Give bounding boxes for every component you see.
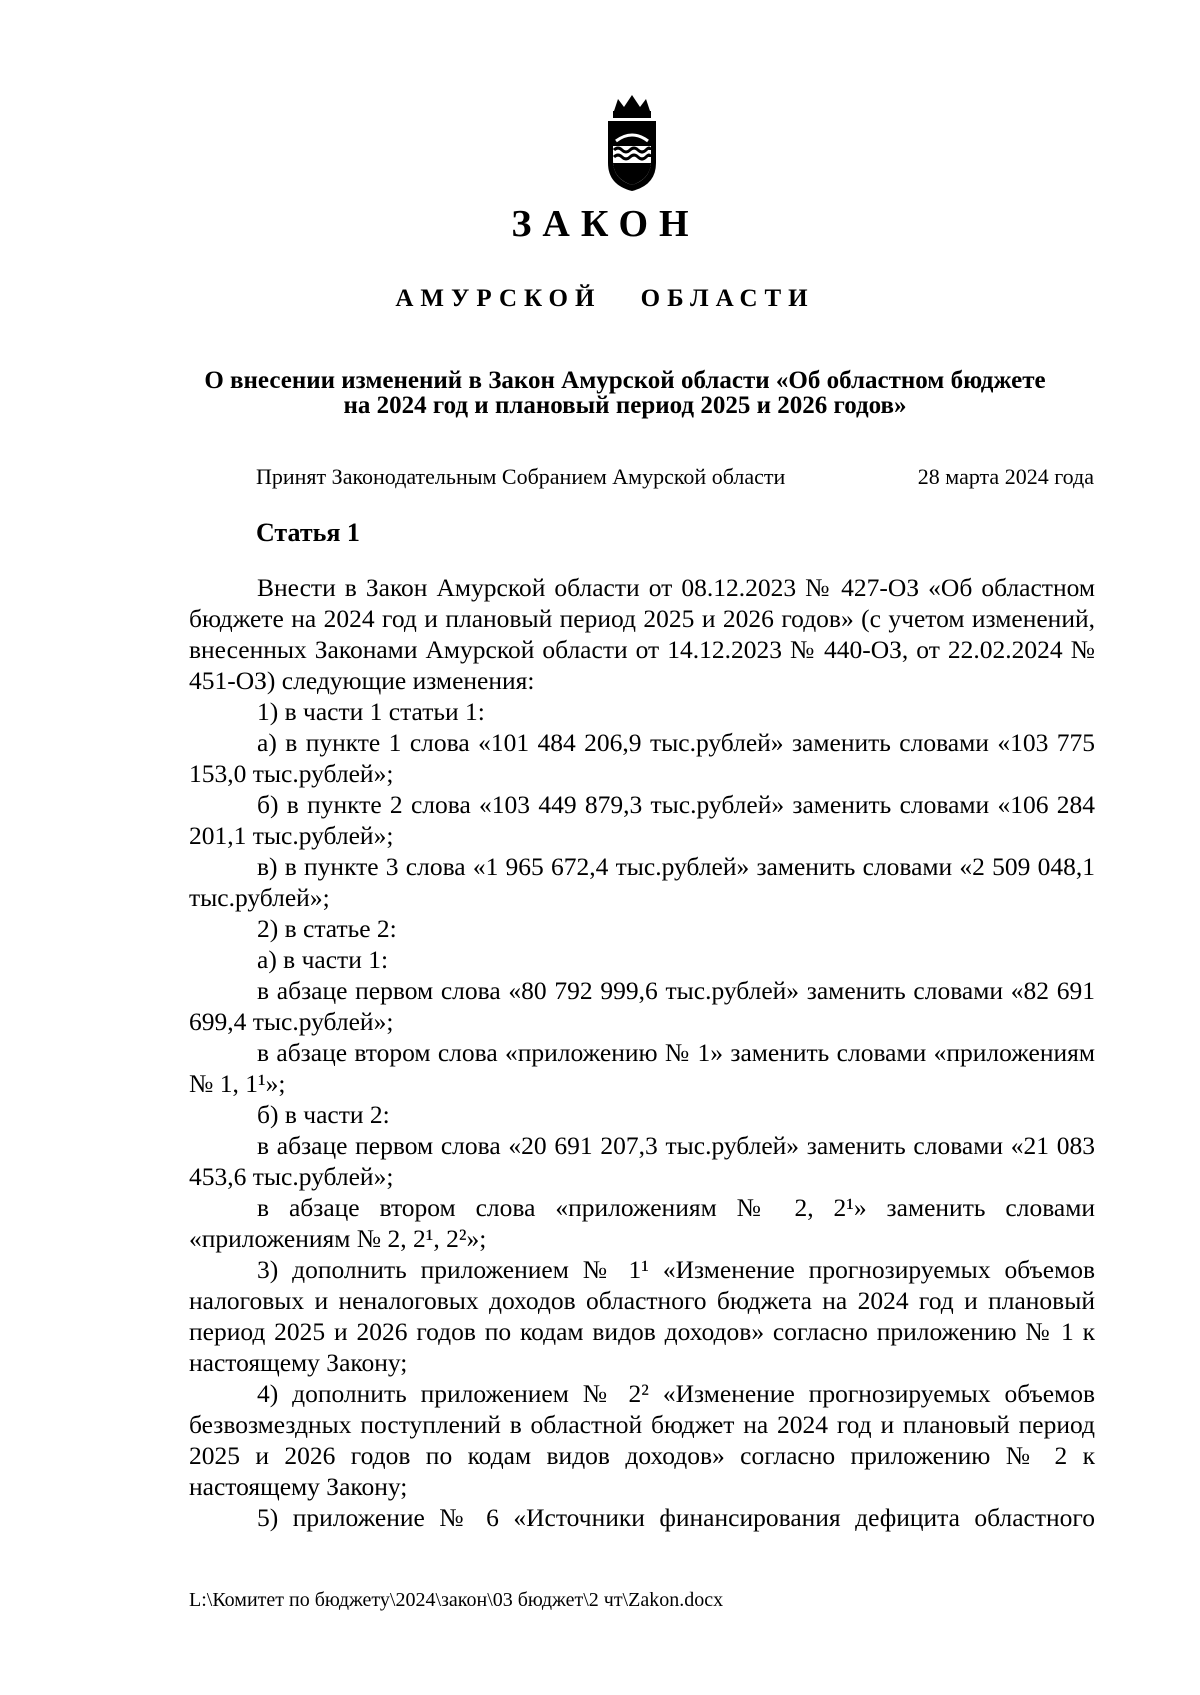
file-path-footer: L:\Комитет по бюджету\2024\закон\03 бюджет\2 чт\Zakon.docx (189, 1589, 724, 1611)
body-paragraph: 4) дополнить приложением № 2² «Изменение прогнозируемых объемов безвозмездных поступлений в областной бюджет на 2024 год и плановый период 2025 и 2026 годов по кодам видов доходов» согласно приложению № 2 к настоящему Закону; (189, 1379, 1095, 1501)
coat-of-arms-emblem (602, 93, 662, 193)
body-paragraph: 5) приложение № 6 «Источники финансирования дефицита областного (257, 1503, 1095, 1532)
article-heading: Статья 1 (256, 518, 360, 547)
body-paragraph: Внести в Закон Амурской области от 08.12.2023 № 427-ОЗ «Об областном бюджете на 2024 год и плановый период 2025 и 2026 годов» (с учетом изменений, внесенных Законами Амурской области от 14.12.2023 № 440-ОЗ, от 22.02.2024 № 451-ОЗ) следующие изменения: (189, 573, 1095, 695)
body-paragraph: в абзаце втором слова «приложению № 1» заменить словами «приложениям № 1, 1¹»; (189, 1038, 1095, 1098)
body-paragraph: в абзаце втором слова «приложениям № 2, 2¹» заменить словами «приложениям № 2, 2¹, 2²»; (189, 1193, 1095, 1253)
document-region: АМУРСКОЙ ОБЛАСТИ (395, 285, 815, 312)
adopted-by: Принят Законодательным Собранием Амурской области (256, 464, 786, 489)
body-paragraph: 3) дополнить приложением № 1¹ «Изменение прогнозируемых объемов налоговых и неналоговых доходов областного бюджета на 2024 год и плановый период 2025 и 2026 годов по кодам видов доходов» согласно приложению № 1 к настоящему Закону; (189, 1255, 1095, 1377)
adoption-line (256, 464, 1094, 490)
body-paragraph: в) в пункте 3 слова «1 965 672,4 тыс.рублей» заменить словами «2 509 048,1 тыс.рублей»; (189, 852, 1095, 912)
article-body (189, 572, 1095, 1533)
document-title: ЗАКОН (511, 203, 700, 245)
body-paragraph: в абзаце первом слова «20 691 207,3 тыс.рублей» заменить словами «21 083 453,6 тыс.рублей»; (189, 1131, 1095, 1191)
adopted-date: 28 марта 2024 года (917, 464, 1094, 489)
body-paragraph: 1) в части 1 статьи 1: (257, 697, 485, 726)
document-subject: О внесении изменений в Закон Амурской области «Об областном бюджете на 2024 год и плановый период 2025 и 2026 годов» (204, 367, 1046, 419)
body-paragraph: а) в части 1: (257, 945, 389, 974)
body-paragraph: 2) в статье 2: (257, 914, 397, 943)
body-paragraph: б) в пункте 2 слова «103 449 879,3 тыс.рублей» заменить словами «106 284 201,1 тыс.рублей»; (189, 790, 1095, 850)
body-paragraph: а) в пункте 1 слова «101 484 206,9 тыс.рублей» заменить словами «103 775 153,0 тыс.рублей»; (189, 728, 1095, 788)
body-paragraph: в абзаце первом слова «80 792 999,6 тыс.рублей» заменить словами «82 691 699,4 тыс.рублей»; (189, 976, 1095, 1036)
body-paragraph: б) в части 2: (257, 1100, 390, 1129)
